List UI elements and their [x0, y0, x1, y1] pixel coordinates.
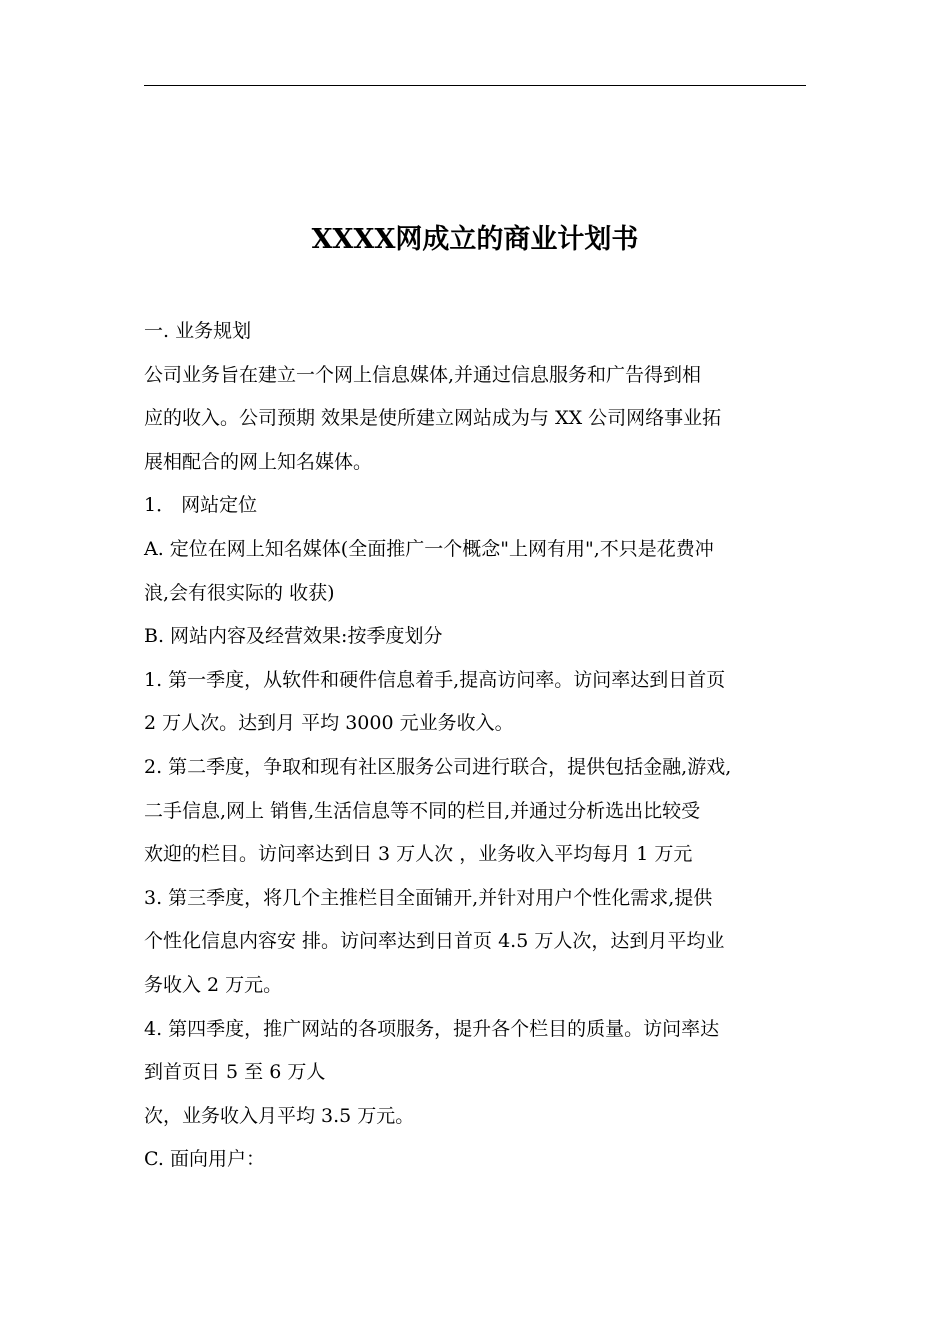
paragraph-line: B. 网站内容及经营效果:按季度划分 [144, 625, 443, 648]
section-heading-business-plan: 一. 业务规划 [144, 320, 252, 342]
paragraph-line: 4. 第四季度，推广网站的各项服务，提升各个栏目的质量。访问率达 [144, 1017, 720, 1040]
paragraph-line: 2 万人次。达到月 平均 3000 元业务收入。 [144, 712, 514, 735]
paragraph-line: 二手信息,网上 销售,生活信息等不同的栏目,并通过分析选出比较受 [144, 799, 701, 822]
subsection-heading-positioning: 1． 网站定位 [144, 494, 258, 517]
paragraph-line: 个性化信息内容安 排。访问率达到日首页 4.5 万人次，达到月平均业 [144, 930, 725, 953]
paragraph-line: 3. 第三季度，将几个主推栏目全面铺开,并针对用户个性化需求,提供 [144, 886, 713, 909]
paragraph-line: 欢迎的栏目。访问率达到日 3 万人次 ，业务收入平均每月 1 万元 [144, 843, 693, 866]
paragraph-line: 次，业务收入月平均 3.5 万元。 [144, 1104, 415, 1127]
paragraph-line: 浪,会有很实际的 收获) [144, 581, 335, 604]
paragraph-line: 应的收入。公司预期 效果是使所建立网站成为与 XX 公司网络事业拓 [144, 407, 722, 430]
paragraph-line: C. 面向用户： [144, 1148, 265, 1171]
paragraph-line: 到首页日 5 至 6 万人 [144, 1061, 326, 1084]
paragraph-line: A. 定位在网上知名媒体(全面推广一个概念"上网有用",不只是花费冲 [144, 537, 714, 560]
document-body [144, 310, 812, 1182]
header-rule [144, 85, 806, 86]
paragraph-line: 务收入 2 万元。 [144, 973, 283, 996]
paragraph-line: 1. 第一季度，从软件和硬件信息着手,提高访问率。访问率达到日首页 [144, 668, 726, 691]
document-title: XXXX网成立的商业计划书 [311, 224, 639, 255]
paragraph-line: 公司业务旨在建立一个网上信息媒体,并通过信息服务和广告得到相 [144, 363, 702, 386]
paragraph-line: 2. 第二季度，争取和现有社区服务公司进行联合，提供包括金融,游戏, [144, 755, 732, 778]
paragraph-line: 展相配合的网上知名媒体。 [144, 450, 373, 473]
